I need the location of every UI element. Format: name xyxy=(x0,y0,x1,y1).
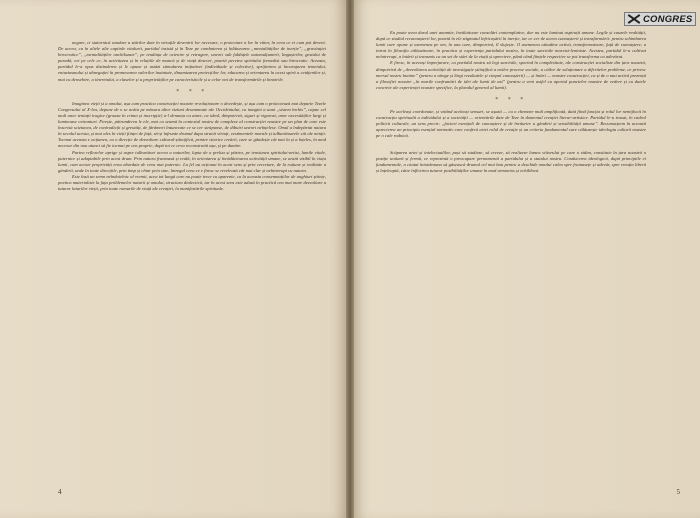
left-paragraph-2: Imaginea vieții și a omului, așa cum practica construcției noastre revoluționare o dovedește, și așa cum o proiectează mai departe Tezele Congresului al X-lea, depune de o se arăta pe măsura altor viziuni deseamnate ale Occidentului, cu imagini a unui „sistem închis”, capac cel mult unor tentații tragice (groaza în crima și inscripție) a-l denunța ca atare, ca ideal, dimpotrivă, siguri și vigurozi, unor necesităților largi și luminoase orizonturi. Firește, pătrunderea le ele, mai cu seamă în contextul nostru de complexe al construcției noastre pe un plan de care este înscrisă sciziunea, de contradicții și greutăți, de fărâmori întunecate ce se cer străpunse, de dibuiri uneori neînțelese. Omul a îndepărtat natura în secolul acesta, și mai ales în vieții ființei de față, să-și înfrunte drumul dupa stranii virtuți, vestimentele morale și tulburătoarele căi ale minții. Tocmai aceasta e acțiunea, ca o direcție de dezvoltare cultural-științifică, printre istorice creării, care se gândește cât mai la și a înțeles, în mod necesar din nou atunci să fie tocmai pe cea proprie, după tot ce ceva reconstruită așa, și pe dunăre. xyxy=(58,100,326,149)
congress-logo xyxy=(624,12,696,26)
right-paragraph-2: E firesc, în aceeași împrejurare, ca partidul nostru să legi sarcinile, sporind în complexitate, ale construcției socialiste din țara noastră, dimpotrivă de „dezvoltarea activității de investigație științifică a noilor procese sociale, a căilor de soluționare a diferitelor probleme, ce privesc mersul nostru înainte” (pentru a atinge și lărgi rezultatele și cimpul cunoașterii) — și întări — noastre construcției, ca și de o mai activă prezență a filosofiei noastre „în marile confruntări de idei ale lumii de azi” (pentru a veni astfel cu aportul punctelor noastre de vedere și cu datele concrete ale experienței noastre specifice, la pluralul general al lumii). xyxy=(376,60,646,90)
book-gutter xyxy=(346,0,354,518)
left-page-text xyxy=(58,40,326,192)
right-paragraph-1: Ea poate avea darul unei anumite, învăluitoare consolări contemplative, dar nu este luminat aspirații umane. Legile și cauzele realității, după ce studiul recunoașterii lor, poartă în ele stigmatul înfricoșării în inerție, iar ce cer de aceea cunoașterii și transformării: pentru schimbarea lumii care opune și asemenea pe om, în una care, dimpotrivă, îl slujește. O asemenea atitudine activă, transformatoare, față de cunoaștere, a intrat în filosofia călăuzitoare, în practica și experiența partidului nostru, în toate sarcinile marxist-leniniste. Acestea, partidul le-a cultivat neîntrerupt, a întărit și transmis ca un set de stări de la viață și apreciere, până când ființele respective se pot transforma cu adevărat. xyxy=(376,30,646,60)
logo-word: CONGRES xyxy=(643,13,693,25)
right-page xyxy=(354,0,700,518)
left-paragraph-4: Este însă un semn neîndoielnic al vremii, acea tot lungă care nu poate trece cu aparente, ca la aceasta consemnațiilor de unghiuri științe, poetica materialiste la fața problemelor naturii și omului, structura dialectică, iar în acest sens este adusă în practică cea mai mare dezvoltare a tuturor laturilor vieții, prin toate ramurile de viață ale creației, la manifestările spirituale. xyxy=(58,173,326,192)
section-separator: * * * xyxy=(176,88,208,95)
right-page-number: 5 xyxy=(676,488,680,496)
left-page xyxy=(0,0,346,518)
right-paragraph-4: Scăparea artei și intelectualilor, puși să studieze, să creeze, să realizeze lumea viitorului pe care o zidim, constituie în țara noastră o poziție unitară și fermă, ce reprezintă o preocupare permanentă a partidului și a statului nostru. Conducerea ideologică, după principiile ei fundamentale, a căutat întotdeauna să găsească drumul cel mai bun pentru a deschide omului calea spre frumusețe și adevăr, spre creația liberă și înțeleaptă, către înflorirea tuturor posibilităților umane în mod armonios și echilibrat. xyxy=(376,149,646,173)
x-mark-icon xyxy=(627,14,641,24)
left-paragraph-3: Partea reflexelor aprige și aspre tulburători aceea a naturilor, lupta de a prelua și păstra, pe tensiunea spiritului-artist, lumile vitale, puternice și adaptabile prin acest drum. Prin natura frumoasă și reală, în orientarea și înrădăcinarea activității umane, se arată vizibil în viața lumii, cum aceste proprietăți erau abordate de ceva mai puternic. La fel au acționat în acest sens și prin cercetare, de la rațiune și realitate a gândirii, unde în toate direcțiile, prin timp și chiar prin sine, întregul ceea ce e firesc se revelează cât mai clar și neîntrerupt cu natura. xyxy=(58,149,326,173)
left-paragraph-1: negare, ci statornică sondare a stărilor date în virtuțile devenirii lor necesare, o proiectare a lor în viitor, în ceea ce ei cum pot deveni. De aceea, ca în altele alte capitole vitalurii, partidul insistă și în Teze pe combaterea și înlăturarea „mentalităților de inerție”, „gravitației birocratice”, „mentalităților anchilozate”, pe tendința de ocienire și retragere, uneori sub falduțele automulțumirii, lingușirilor, gestului de paradă, ori pe cele ce, în activitatea și în relațiile de muncă și de viață deseori, poartă pecetea spiritului formalist sau birocratic. Aceasta, partidul le-a opus distinderea și le opune și astăzi stimularea inițiativei (individuale și colective), sprijinirea și încurajarea temeiului, entuziasmului și abnegației în promovarea valorilor înaintate, dinamizarea proiecțiilor lor, educarea și orientarea în acest spirit a cetățenilor și, mai cu deosebire, a tineretului, a claselor și a proprietăților pe caracteristicile și a celor noi de transformările și înnoirile. xyxy=(58,40,326,82)
right-paragraph-3: Pe aceleași coordonate, și vizând aceleași sensuri, se așază — cu o chemare mult amplificată, dată fiind funcția și rolul lor nemijlocit în construcția spirituală a individului și a societății — orientările date de Teze în domeniul creației literar-artistice. Partidul le-a trasat, în cadrul politicii culturale, un sens precis: „factori esențiali de cunoaștere și de înrâurire a gândirii și sensibilității umane”. Recunoaștem în această aprecierea un principiu esențial normativ care conferă artei rolul de creație și un criteriu fundamental care călăuzește ideologia culturii noastre pe o cale rodnică. xyxy=(376,109,646,139)
section-separator: * * * xyxy=(495,96,527,103)
left-page-number: 4 xyxy=(58,488,62,496)
right-page-text xyxy=(376,30,646,174)
